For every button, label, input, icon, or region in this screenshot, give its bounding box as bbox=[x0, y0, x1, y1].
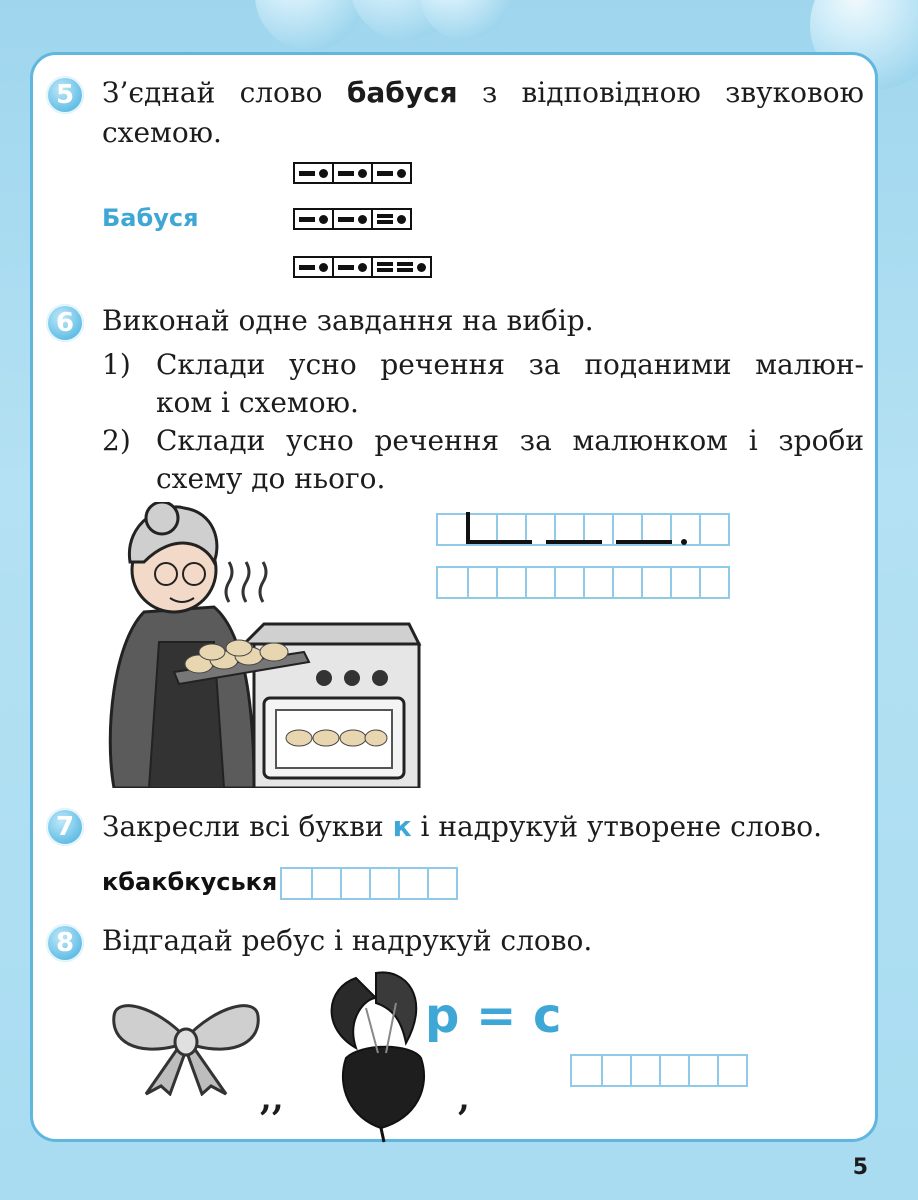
sound-scheme-3[interactable] bbox=[293, 256, 432, 278]
task-5-instruction: З’єднай слово бабуся з відповідною звуковою bbox=[102, 76, 864, 109]
sound-scheme-1[interactable] bbox=[293, 162, 412, 184]
task-6-number: 6 bbox=[46, 304, 84, 342]
grandma-baking-illustration bbox=[104, 502, 424, 788]
sentence-answer-grid[interactable] bbox=[436, 566, 730, 599]
task-6-title: Виконай одне завдання на вибір. bbox=[102, 304, 594, 337]
task-6-item-2-line2: схему до нього. bbox=[156, 462, 386, 495]
task-5-number: 5 bbox=[46, 76, 84, 114]
page-number: 5 bbox=[852, 1155, 868, 1180]
sound-scheme-2[interactable] bbox=[293, 208, 412, 230]
task-7-instruction: Закресли всі букви к і надрукуй утворене слово. bbox=[102, 810, 822, 843]
task-8-answer-grid[interactable] bbox=[570, 1054, 748, 1087]
task-7-word: кбакбкуськя bbox=[102, 868, 278, 896]
task-6-item-1-line2: ком і схемою. bbox=[156, 386, 359, 419]
decor-bubble bbox=[255, 0, 365, 50]
task-5-instruction-line2: схемою. bbox=[102, 116, 222, 149]
task-8-comma-1: ,, bbox=[260, 1079, 284, 1119]
task-6-item-2-number: 2) bbox=[102, 424, 131, 457]
task-6-item-1-number: 1) bbox=[102, 348, 131, 381]
decor-bubble bbox=[420, 0, 510, 40]
task-8-comma-2: , bbox=[458, 1079, 470, 1119]
task-7-answer-grid[interactable] bbox=[280, 867, 458, 900]
task-6-item-1-line1: Склади усно речення за поданими малюн- bbox=[156, 348, 864, 381]
task-8-number: 8 bbox=[46, 924, 84, 962]
task-8-title: Відгадай ребус і надрукуй слово. bbox=[102, 924, 593, 957]
rebus-formula: р = с bbox=[425, 988, 562, 1044]
sentence-scheme-lines bbox=[460, 508, 700, 550]
task-6-item-2-line1: Склади усно речення за малюнком і зроби bbox=[156, 424, 864, 457]
task-7-number: 7 bbox=[46, 808, 84, 846]
bow-picture bbox=[106, 986, 266, 1096]
task-5-word: Бабуся bbox=[102, 204, 199, 232]
